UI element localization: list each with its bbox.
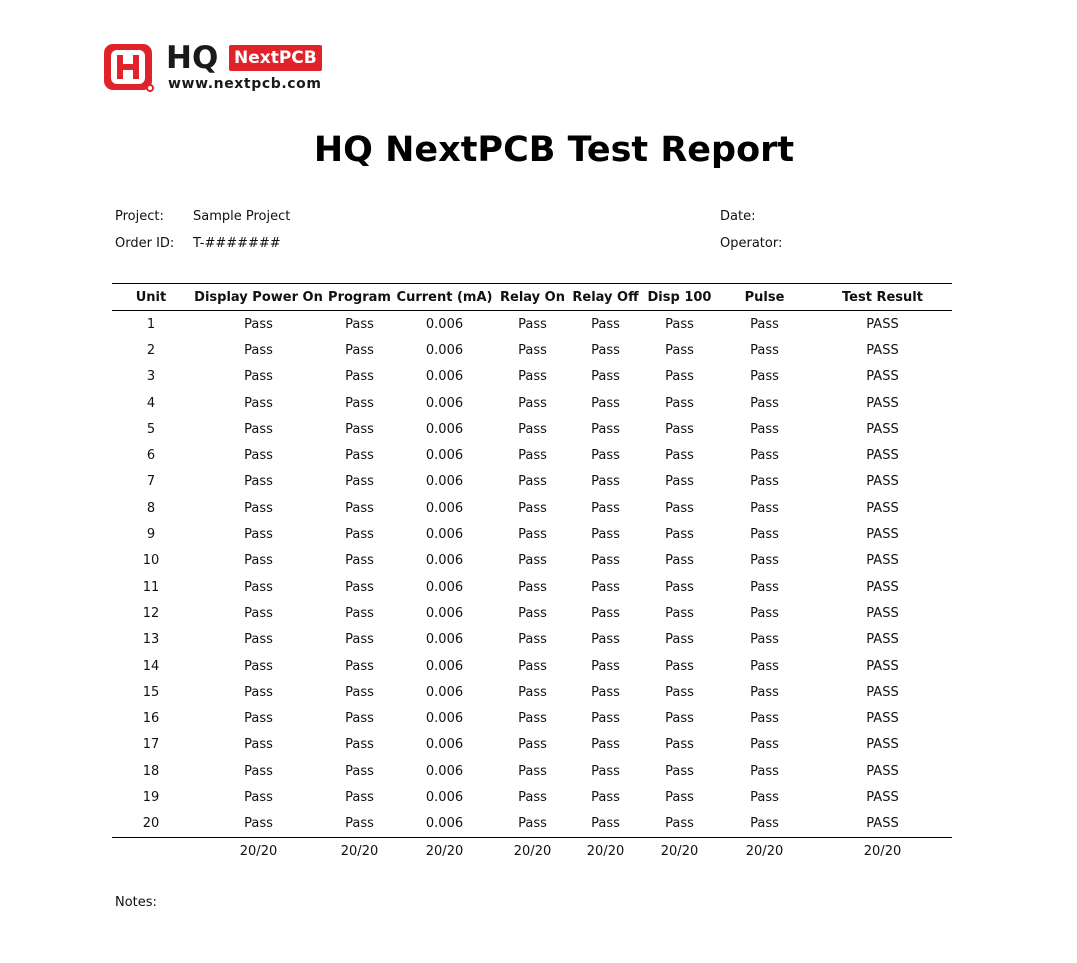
order-id-label: Order ID:	[115, 236, 175, 251]
table-cell: Pass	[345, 395, 374, 411]
table-cell: Pass	[244, 579, 273, 595]
table-cell: 3	[146, 369, 156, 385]
table-cell: 17	[142, 737, 160, 753]
table-cell: Pass	[665, 711, 694, 727]
table-cell: Pass	[345, 448, 374, 464]
table-cell: Pass	[345, 342, 374, 358]
table-cell: Pass	[244, 632, 273, 648]
table-cell: Pass	[750, 579, 779, 595]
table-cell: Pass	[244, 605, 273, 621]
table-cell: Pass	[518, 579, 547, 595]
table-header-row	[112, 284, 952, 311]
table-cell: Pass	[591, 553, 620, 569]
table-cell: PASS	[866, 632, 899, 648]
table-cell: Pass	[591, 605, 620, 621]
table-cell: Pass	[244, 711, 273, 727]
table-cell: Pass	[591, 632, 620, 648]
table-cell: 0.006	[425, 474, 464, 490]
column-header: Display Power On	[190, 284, 327, 311]
table-cell: Pass	[345, 474, 374, 490]
table-cell: Pass	[665, 684, 694, 700]
table-cell: 0.006	[425, 684, 464, 700]
table-cell: Pass	[591, 395, 620, 411]
table-cell: Pass	[518, 342, 547, 358]
table-cell: Pass	[591, 527, 620, 543]
project-value: Sample Project	[193, 209, 291, 224]
table-cell: Pass	[591, 448, 620, 464]
table-cell: Pass	[345, 316, 374, 332]
table-cell: 0.006	[425, 448, 464, 464]
table-cell: Pass	[591, 789, 620, 805]
table-row	[112, 679, 952, 705]
table-cell: PASS	[866, 711, 899, 727]
column-header: Relay Off	[568, 284, 643, 311]
table-cell: PASS	[866, 474, 899, 490]
table-cell: Pass	[591, 579, 620, 595]
table-row	[112, 548, 952, 574]
table-row	[112, 574, 952, 600]
table-cell: Pass	[518, 527, 547, 543]
date-label: Date:	[720, 209, 756, 224]
table-cell: PASS	[866, 789, 899, 805]
table-cell: Pass	[591, 474, 620, 490]
table-cell: Pass	[190, 811, 327, 838]
table-cell: 0.006	[425, 711, 464, 727]
table-cell: 1	[146, 316, 156, 332]
table-cell: Pass	[345, 737, 374, 753]
total-cell: 20/20	[425, 843, 464, 859]
notes-label: Notes:	[115, 895, 157, 910]
table-cell: Pass	[750, 474, 779, 490]
table-cell: Pass	[244, 527, 273, 543]
table-cell: Pass	[345, 369, 374, 385]
table-cell: Pass	[345, 684, 374, 700]
table-cell: PASS	[866, 737, 899, 753]
table-cell: 2	[146, 342, 156, 358]
table-row	[112, 390, 952, 416]
table-row	[112, 784, 952, 810]
table-cell: Pass	[568, 811, 643, 838]
table-cell: 4	[146, 395, 156, 411]
table-cell: Pass	[518, 316, 547, 332]
table-cell: Pass	[244, 369, 273, 385]
table-cell: Pass	[591, 737, 620, 753]
table-cell: PASS	[866, 421, 899, 437]
total-cell: 20/20	[340, 843, 379, 859]
table-cell: Pass	[750, 605, 779, 621]
table-cell: Pass	[518, 553, 547, 569]
table-row	[112, 442, 952, 468]
table-cell: Pass	[244, 658, 273, 674]
table-row	[112, 416, 952, 442]
table-cell: Pass	[665, 421, 694, 437]
table-row	[112, 705, 952, 731]
column-header: Unit	[112, 284, 190, 311]
table-cell: Pass	[665, 579, 694, 595]
table-cell: 13	[142, 632, 160, 648]
table-cell: Pass	[518, 632, 547, 648]
table-cell: Pass	[518, 658, 547, 674]
table-cell: PASS	[866, 605, 899, 621]
table-cell: Pass	[750, 421, 779, 437]
table-cell: 9	[146, 527, 156, 543]
table-cell: Pass	[750, 553, 779, 569]
table-cell: Pass	[244, 500, 273, 516]
table-cell: 0.006	[425, 395, 464, 411]
table-cell: 0.006	[425, 632, 464, 648]
table-cell: Pass	[665, 553, 694, 569]
table-cell: 0.006	[425, 500, 464, 516]
table-cell: 10	[142, 553, 160, 569]
table-cell: 20	[112, 811, 190, 838]
table-cell: Pass	[244, 789, 273, 805]
table-cell: Pass	[518, 737, 547, 753]
table-cell: Pass	[665, 448, 694, 464]
table-cell: PASS	[866, 500, 899, 516]
column-header: Current (mA)	[392, 284, 497, 311]
test-results-table	[112, 283, 952, 865]
table-cell: Pass	[345, 421, 374, 437]
table-cell: Pass	[345, 553, 374, 569]
table-cell: Pass	[750, 711, 779, 727]
table-cell: Pass	[750, 342, 779, 358]
total-cell: 20/20	[239, 843, 278, 859]
table-cell: Pass	[244, 737, 273, 753]
table-cell: Pass	[665, 527, 694, 543]
table-cell: Pass	[345, 632, 374, 648]
table-row	[112, 811, 952, 838]
table-row	[112, 600, 952, 626]
table-cell: Pass	[345, 763, 374, 779]
total-cell: 20/20	[660, 843, 699, 859]
table-cell: Pass	[591, 684, 620, 700]
table-cell: Pass	[665, 369, 694, 385]
table-cell: 16	[142, 711, 160, 727]
table-cell: 0.006	[425, 421, 464, 437]
table-cell: Pass	[518, 763, 547, 779]
table-cell: PASS	[866, 395, 899, 411]
total-cell: 20/20	[513, 843, 552, 859]
column-header: Program	[327, 284, 392, 311]
total-cell	[112, 837, 190, 865]
table-cell: Pass	[518, 421, 547, 437]
table-cell: Pass	[750, 448, 779, 464]
table-cell: Pass	[643, 811, 716, 838]
table-cell: Pass	[244, 421, 273, 437]
table-row	[112, 521, 952, 547]
table-row	[112, 469, 952, 495]
table-cell: Pass	[244, 448, 273, 464]
table-cell: Pass	[244, 553, 273, 569]
table-cell: 0.006	[425, 316, 464, 332]
table-row	[112, 653, 952, 679]
table-cell: 12	[142, 605, 160, 621]
table-cell: 0.006	[425, 369, 464, 385]
total-cell: 20/20	[745, 843, 784, 859]
table-cell: PASS	[866, 579, 899, 595]
company-logo	[102, 40, 332, 96]
table-cell: Pass	[665, 395, 694, 411]
table-cell: Pass	[518, 711, 547, 727]
table-cell: Pass	[518, 500, 547, 516]
column-header: Relay On	[497, 284, 568, 311]
total-cell: 20/20	[586, 843, 625, 859]
table-cell: 14	[142, 658, 160, 674]
order-id-value: T-#######	[193, 236, 281, 251]
table-cell: 8	[146, 500, 156, 516]
table-cell: Pass	[750, 684, 779, 700]
table-cell: PASS	[866, 763, 899, 779]
table-row	[112, 758, 952, 784]
table-cell: 0.006	[392, 811, 497, 838]
table-cell: Pass	[665, 474, 694, 490]
table-cell: Pass	[244, 763, 273, 779]
table-cell: Pass	[750, 763, 779, 779]
table-row	[112, 627, 952, 653]
table-row	[112, 732, 952, 758]
table-cell: PASS	[866, 658, 899, 674]
table-cell: Pass	[591, 711, 620, 727]
column-header: Test Result	[813, 284, 952, 311]
table-cell: Pass	[244, 342, 273, 358]
table-cell: PASS	[813, 811, 952, 838]
table-cell: 15	[142, 684, 160, 700]
table-cell: Pass	[345, 527, 374, 543]
table-cell: Pass	[665, 763, 694, 779]
table-row	[112, 311, 952, 338]
table-cell: 0.006	[425, 763, 464, 779]
table-cell: Pass	[750, 632, 779, 648]
table-cell: Pass	[244, 316, 273, 332]
total-cell: 20/20	[863, 843, 902, 859]
table-cell: Pass	[518, 605, 547, 621]
table-cell: Pass	[345, 711, 374, 727]
table-cell: 18	[142, 763, 160, 779]
table-cell: 0.006	[425, 658, 464, 674]
table-cell: Pass	[591, 658, 620, 674]
table-cell: PASS	[866, 553, 899, 569]
table-cell: Pass	[327, 811, 392, 838]
table-cell: Pass	[591, 421, 620, 437]
table-cell: 5	[146, 421, 156, 437]
table-cell: Pass	[244, 474, 273, 490]
table-cell: Pass	[716, 811, 813, 838]
table-cell: 0.006	[425, 789, 464, 805]
logo-url: www.nextpcb.com	[168, 76, 322, 92]
table-cell: PASS	[866, 448, 899, 464]
operator-label: Operator:	[720, 236, 783, 251]
logo-nextpcb-badge: NextPCB	[229, 45, 322, 71]
table-cell: 19	[142, 789, 160, 805]
table-cell: Pass	[750, 658, 779, 674]
table-cell: Pass	[750, 737, 779, 753]
table-cell: Pass	[518, 789, 547, 805]
table-cell: Pass	[750, 316, 779, 332]
table-cell: Pass	[665, 316, 694, 332]
table-cell: 0.006	[425, 605, 464, 621]
table-row	[112, 495, 952, 521]
table-cell: Pass	[665, 789, 694, 805]
column-header: Disp 100	[643, 284, 716, 311]
table-cell: PASS	[866, 684, 899, 700]
table-cell: Pass	[518, 684, 547, 700]
table-cell: Pass	[750, 369, 779, 385]
table-cell: Pass	[665, 737, 694, 753]
table-cell: Pass	[750, 527, 779, 543]
table-cell: Pass	[591, 763, 620, 779]
table-cell: Pass	[591, 500, 620, 516]
table-cell: Pass	[345, 500, 374, 516]
project-label: Project:	[115, 209, 164, 224]
table-cell: 11	[142, 579, 160, 595]
report-title: HQ NextPCB Test Report	[313, 130, 795, 170]
table-cell: Pass	[665, 632, 694, 648]
table-cell: 7	[146, 474, 156, 490]
table-cell: 0.006	[425, 527, 464, 543]
table-cell: Pass	[591, 316, 620, 332]
table-cell: Pass	[518, 448, 547, 464]
table-cell: Pass	[665, 605, 694, 621]
table-cell: 0.006	[425, 579, 464, 595]
table-cell: Pass	[591, 342, 620, 358]
table-cell: PASS	[866, 316, 899, 332]
table-row	[112, 337, 952, 363]
column-header: Pulse	[716, 284, 813, 311]
table-cell: PASS	[866, 342, 899, 358]
table-cell: 6	[146, 448, 156, 464]
table-cell: Pass	[518, 369, 547, 385]
hq-logo-mark-icon	[102, 42, 156, 94]
table-cell: 0.006	[425, 553, 464, 569]
table-cell: Pass	[345, 579, 374, 595]
table-cell: 0.006	[425, 342, 464, 358]
table-cell: Pass	[750, 789, 779, 805]
table-cell: Pass	[750, 395, 779, 411]
table-cell: Pass	[345, 789, 374, 805]
totals-row	[112, 837, 952, 865]
table-cell: Pass	[244, 684, 273, 700]
table-cell: Pass	[665, 658, 694, 674]
table-cell: Pass	[750, 500, 779, 516]
table-cell: Pass	[665, 500, 694, 516]
table-body	[112, 311, 952, 838]
table-cell: Pass	[497, 811, 568, 838]
table-row	[112, 364, 952, 390]
table-cell: PASS	[866, 369, 899, 385]
logo-hq-text: HQ	[166, 40, 219, 76]
table-cell: Pass	[591, 369, 620, 385]
table-cell: Pass	[665, 342, 694, 358]
table-cell: Pass	[244, 395, 273, 411]
table-cell: Pass	[518, 474, 547, 490]
table-cell: Pass	[345, 658, 374, 674]
table-cell: Pass	[518, 395, 547, 411]
table-cell: PASS	[866, 527, 899, 543]
table-cell: Pass	[345, 605, 374, 621]
table-cell: 0.006	[425, 737, 464, 753]
